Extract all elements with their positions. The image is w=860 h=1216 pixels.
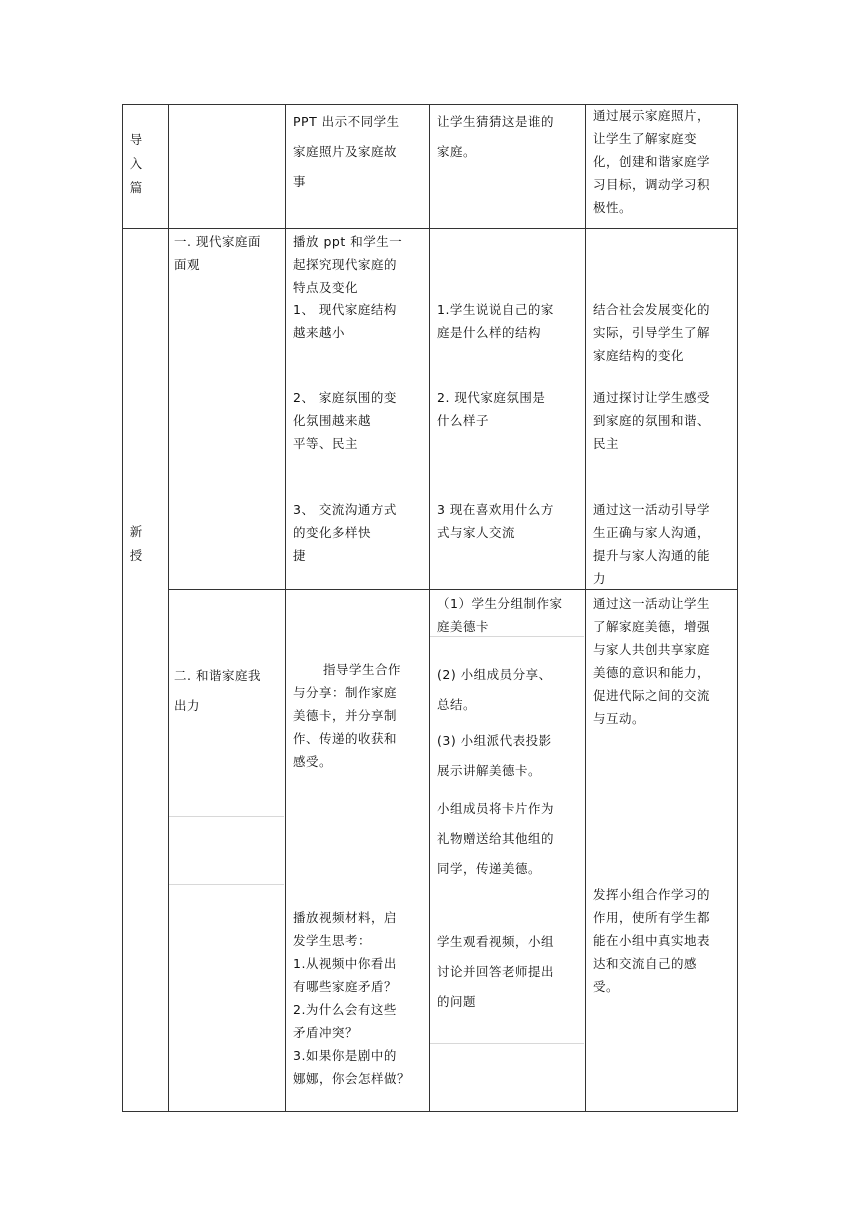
section-char: 新 bbox=[129, 524, 143, 539]
part1-intent-item-3: 通过这一活动引导学 生正确与家人沟通， 提升与家人沟通的能 力 bbox=[593, 502, 711, 586]
faint-divider bbox=[430, 1043, 584, 1044]
part2-student-step2: (2) 小组成员分享、 总结。 bbox=[437, 667, 552, 712]
part2-student-step4: 小组成员将卡片作为 礼物赠送给其他组的 同学，传递美德。 bbox=[437, 801, 555, 876]
faint-divider bbox=[169, 884, 284, 885]
part2-student-step3: (3) 小组派代表投影 展示讲解美德卡。 bbox=[437, 733, 552, 778]
part2-teacher-card: 指导学生合作 与分享：制作家庭 美德卡，并分享制 作、传递的收获和 感受。 bbox=[293, 662, 402, 769]
part2-student-video: 学生观看视频，小组 讨论并回答老师提出 的问题 bbox=[437, 934, 555, 1009]
section-char: 篇 bbox=[129, 180, 143, 195]
section-char: 入 bbox=[129, 156, 143, 171]
part1-student-item-3: 3 现在喜欢用什么方 式与家人交流 bbox=[437, 502, 554, 540]
intro-student-activity: 让学生猜猜这是谁的 家庭。 bbox=[437, 114, 555, 159]
part1-intent-item-1: 结合社会发展变化的 实际，引导学生了解 家庭结构的变化 bbox=[593, 302, 711, 363]
section-char: 导 bbox=[129, 132, 143, 147]
table-border-right bbox=[737, 104, 738, 1112]
part1-teacher-item-3: 3、 交流沟通方式 的变化多样快 捷 bbox=[293, 502, 397, 563]
column-divider bbox=[168, 104, 169, 1112]
column-divider bbox=[429, 104, 430, 1112]
part2-student-step1: （1）学生分组制作家 庭美德卡 bbox=[437, 596, 563, 634]
part2-title: 二. 和谐家庭我 出力 bbox=[174, 668, 261, 713]
section-char: 授 bbox=[129, 548, 143, 563]
part1-teacher-intro: 播放 ppt 和学生一 起探究现代家庭的 特点及变化 bbox=[293, 234, 403, 295]
part2-intent-video: 发挥小组合作学习的 作用，使所有学生都 能在小组中真实地表 达和交流自己的感 受。 bbox=[593, 887, 711, 994]
part1-teacher-item-2: 2、 家庭氛围的变 化氛围越来越 平等、民主 bbox=[293, 390, 397, 451]
table-border-bottom bbox=[122, 1111, 738, 1112]
intro-design-intent: 通过展示家庭照片， 让学生了解家庭变 化，创建和谐家庭学 习目标，调动学习积 极性。 bbox=[593, 108, 711, 215]
table-border-left bbox=[122, 104, 123, 1112]
column-divider bbox=[285, 104, 286, 1112]
part1-student-item-1: 1.学生说说自己的家 庭是什么样的结构 bbox=[437, 302, 554, 340]
column-divider bbox=[585, 104, 586, 1112]
part1-title: 一. 现代家庭面 面观 bbox=[174, 234, 261, 272]
part2-intent-card: 通过这一活动让学生 了解家庭美德，增强 与家人共创共享家庭 美德的意识和能力， 促进代际之间的交流 与互动。 bbox=[593, 596, 711, 726]
part2-teacher-video: 播放视频材料，启 发学生思考： 1.从视频中你看出 有哪些家庭矛盾？ 2.为什么会有这些 矛盾冲突？ 3.如果你是剧中的 娜娜，你会怎样做？ bbox=[293, 910, 411, 1086]
row-divider bbox=[122, 228, 738, 229]
intro-teacher-activity: PPT 出示不同学生 家庭照片及家庭故 事 bbox=[293, 114, 400, 189]
part1-intent-item-2: 通过探讨让学生感受 到家庭的氛围和谐、 民主 bbox=[593, 390, 711, 451]
part1-teacher-item-1: 1、 现代家庭结构 越来越小 bbox=[293, 302, 397, 340]
faint-divider bbox=[169, 816, 284, 817]
section-label-new bbox=[126, 520, 146, 568]
part1-student-item-2: 2. 现代家庭氛围是 什么样子 bbox=[437, 390, 546, 428]
section-label-intro bbox=[126, 128, 146, 200]
